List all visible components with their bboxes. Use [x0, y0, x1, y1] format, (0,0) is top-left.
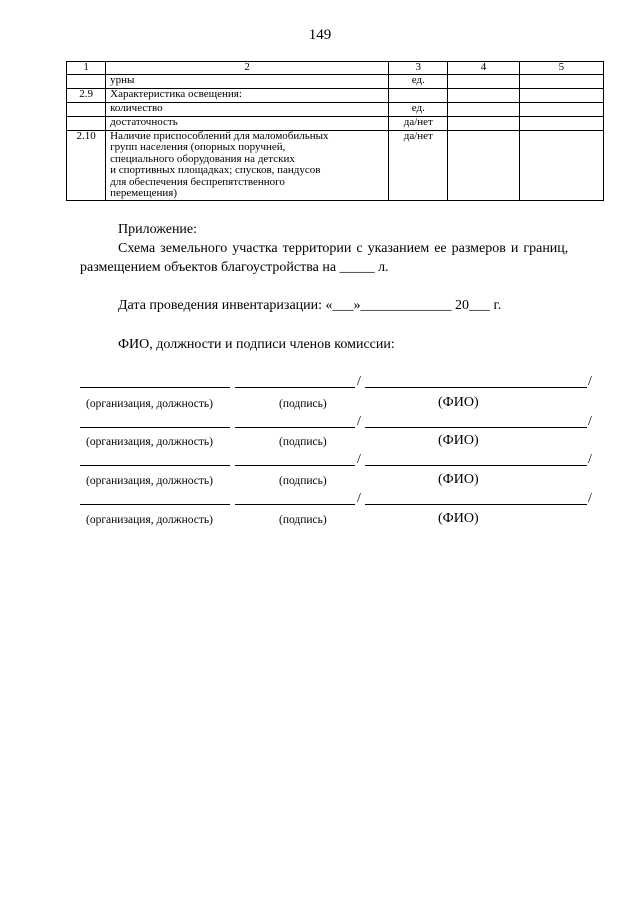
row-number: [67, 116, 106, 130]
row-name: Характеристика освещения:: [106, 88, 389, 102]
inventory-date-line: Дата проведения инвентаризации: «___»_____________ 20___ г.: [118, 298, 502, 313]
row-unit: да/нет: [389, 130, 448, 200]
slash-separator: /: [357, 374, 361, 389]
slash-separator: /: [357, 414, 361, 429]
slash-separator: /: [588, 452, 592, 467]
row-name: достаточность: [106, 116, 389, 130]
row-cell-empty: [519, 130, 603, 200]
row-name-line: Наличие приспособлений для маломобильных: [110, 129, 329, 142]
table-header-row: [67, 62, 604, 75]
row-unit: [389, 88, 448, 102]
caption-sign: (подпись): [279, 475, 327, 487]
caption-sign: (подпись): [279, 514, 327, 526]
row-unit: ед.: [389, 74, 448, 88]
slash-separator: /: [357, 452, 361, 467]
signature-line-row: [80, 452, 600, 466]
row-name-line: специального оборудования на детских: [110, 152, 295, 165]
page-number: 149: [308, 27, 332, 43]
row-unit: да/нет: [389, 116, 448, 130]
commission-heading: ФИО, должности и подписи членов комиссии:: [118, 337, 395, 352]
header-cell: 2: [106, 62, 389, 75]
org-blank-line: [80, 504, 230, 505]
signature-captions: [0, 395, 640, 414]
row-name-line: для обеспечения беспрепятственного: [110, 175, 285, 188]
row-name-line: групп населения (опорных поручней,: [110, 141, 286, 153]
table-row: [67, 88, 604, 102]
header-cell: 5: [519, 62, 603, 75]
header-cell: 4: [448, 62, 519, 75]
header-cell: 1: [67, 62, 106, 75]
row-number: 2.9: [67, 88, 106, 102]
slash-separator: /: [357, 491, 361, 506]
row-cell-empty: [448, 74, 519, 88]
row-name-line: перемещения): [110, 187, 177, 199]
caption-fio: (ФИО): [438, 395, 479, 410]
signature-captions: [0, 511, 640, 530]
appendix-label: Приложение:: [118, 222, 198, 237]
slash-separator: /: [588, 374, 592, 389]
fio-blank-line: [365, 387, 587, 388]
row-cell-empty: [519, 116, 603, 130]
caption-org: (организация, должность): [86, 475, 213, 487]
signature-captions: [0, 433, 640, 452]
fio-blank-line: [365, 427, 587, 428]
row-cell-empty: [448, 102, 519, 116]
row-cell-empty: [519, 102, 603, 116]
caption-fio: (ФИО): [438, 511, 479, 526]
caption-fio: (ФИО): [438, 433, 479, 448]
caption-fio: (ФИО): [438, 472, 479, 487]
signature-blank-line: [235, 387, 355, 388]
signature-blank-line: [235, 465, 355, 466]
caption-org: (организация, должность): [86, 514, 213, 526]
fio-blank-line: [365, 504, 587, 505]
row-name: [106, 130, 389, 200]
fio-blank-line: [365, 465, 587, 466]
caption-org: (организация, должность): [86, 398, 213, 410]
inventory-table: [66, 61, 604, 201]
row-cell-empty: [519, 74, 603, 88]
slash-separator: /: [588, 414, 592, 429]
signature-blank-line: [235, 427, 355, 428]
table-row: [67, 102, 604, 116]
row-cell-empty: [448, 88, 519, 102]
header-cell: 3: [389, 62, 448, 75]
slash-separator: /: [588, 491, 592, 506]
caption-sign: (подпись): [279, 436, 327, 448]
table-row: [67, 74, 604, 88]
org-blank-line: [80, 427, 230, 428]
row-cell-empty: [519, 88, 603, 102]
row-unit: ед.: [389, 102, 448, 116]
row-name: урны: [106, 74, 389, 88]
org-blank-line: [80, 387, 230, 388]
appendix-text-line1: Схема земельного участка территории с указанием ее размеров и границ,: [118, 241, 569, 256]
table-row: [67, 116, 604, 130]
signature-line-row: [80, 414, 600, 428]
caption-org: (организация, должность): [86, 436, 213, 448]
table-row: [67, 130, 604, 200]
org-blank-line: [80, 465, 230, 466]
caption-sign: (подпись): [279, 398, 327, 410]
row-cell-empty: [448, 130, 519, 200]
row-name-line: и спортивных площадках; спусков, пандусов: [110, 164, 321, 176]
row-number: [67, 74, 106, 88]
signature-line-row: [80, 491, 600, 505]
row-name: количество: [106, 102, 389, 116]
row-cell-empty: [448, 116, 519, 130]
row-number: [67, 102, 106, 116]
signature-captions: [0, 472, 640, 491]
appendix-text-line2: размещением объектов благоустройства на _____ л.: [80, 260, 389, 275]
signature-line-row: [80, 374, 600, 388]
row-number: 2.10: [67, 130, 106, 200]
signature-blank-line: [235, 504, 355, 505]
